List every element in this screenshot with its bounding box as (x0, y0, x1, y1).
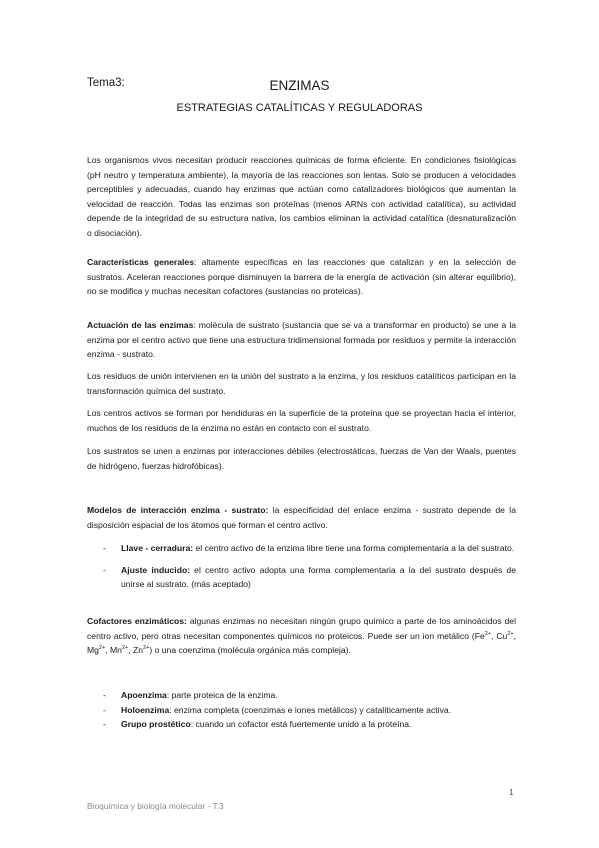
characteristics-paragraph (87, 255, 516, 299)
bullet-dash: - (103, 564, 106, 575)
ion-mn: $Mn^{2+}$ (110, 645, 129, 655)
intro-paragraph (87, 153, 516, 240)
page-number: 1 (509, 787, 514, 797)
list-item-text: el centro activo de la enzima libre tiene una forma complementaria a la del sustrato. (193, 543, 515, 553)
bullet-dash: - (103, 543, 106, 553)
ion-zn: $Zn^{2+}$ (133, 645, 150, 655)
characteristics-label: Características generales (87, 257, 194, 267)
cofactors-list (87, 688, 516, 732)
list-item-label: Holoenzima (121, 704, 170, 715)
list-item-label: Llave - cerradura: (121, 543, 194, 553)
list-item-text: : enzima completa (coenzimas e iones metálicos) y catalíticamente activa. (169, 704, 452, 715)
page-subtitle: ESTRATEGIAS CATALÍTICAS Y REGULADORAS (176, 102, 423, 114)
list-item-text: : parte proteica de la enzima. (166, 690, 278, 700)
models-label: Modelos de interacción enzima - sustrato: (87, 505, 269, 515)
cofactors-text-a: algunas enzimas no necesitan ningún grupo químico a parte de los aminoácidos del centro activo, pero otras necesitan componentes químicos no proteicos. Puede ser un ion metálico ( (87, 616, 516, 641)
ion-fe: $Fe^{2+}$ (474, 630, 492, 641)
list-item (87, 703, 516, 718)
action-label: Actuación de las enzimas (87, 320, 194, 330)
bullet-dash: - (103, 704, 106, 715)
ion-cu: $Cu^{2+}$ (496, 630, 514, 641)
list-item-label: Ajuste inducido: (121, 564, 191, 575)
action-paragraph (87, 318, 516, 362)
list-item-label: Grupo prostético (121, 719, 191, 729)
list-item (87, 717, 516, 732)
list-item-label: Apoenzima (121, 690, 167, 700)
list-item-text: el centro activo adopta una forma complementaria a la del sustrato después de unirse al sustrato. (más aceptado) (121, 564, 516, 589)
bullet-dash: - (103, 690, 106, 700)
characteristics-text: : altamente específicas en las reacciones que catalizan y en la selección de sustratos. Aceleran reacciones porque disminuyen la barrera de la energía de activación (sin alterar equilibrio), no se modifica y muchas necesitan cofactores (sustancias no proteicas). (87, 257, 516, 296)
page-title: ENZIMAS (269, 78, 330, 93)
binding-residues-text: Los residuos de unión intervienen en la unión del sustrato a la enzima, y los residuos catalíticos participan en la transformación química del sustrato. (87, 371, 516, 396)
cofactors-label: Cofactores enzimáticos: (87, 616, 187, 626)
intro-text: Los organismos vivos necesitan producir reacciones químicas de forma eficiente. En condiciones fisiológicas (pH neutro y temperatura ambiente), la mayoría de las reacciones son lentas. Solo se producen a velocidades perceptibles y adecuadas, cuando hay enzimas que actúan como catalizadores biológicos que aumentan la velocidad de reacción. Todas las enzimas son proteínas (menos ARNs con actividad catalítica), su actividad depende de la integridad de su estructura nativa, los cambios eliminan la actividad catalítica (desnaturalización o disociación). (87, 155, 516, 238)
list-item (87, 563, 516, 592)
list-item (87, 541, 516, 556)
bullet-dash: - (103, 719, 106, 729)
list-item-text: : cuando un cofactor está fuertemente unido a la proteína. (190, 719, 412, 729)
models-text: la especificidad del enlace enzima - sustrato depende de la disposición espacial de los átomos que forman el centro activo. (87, 505, 516, 530)
cofactors-paragraph: Cofactores enzimáticos: algunas enzimas no necesitan ningún grupo químico a parte de los aminoácidos del centro activo, pero otras necesitan componentes químicos no proteicos. Puede ser un ion metálico ($Fe^{2+}$, $Cu^{2+}$, $Mg^{2+}$, $Mn^{2+}$, $Zn^{2+}$) o una coenzima (molécula orgánica más compleja). (87, 616, 516, 655)
topic-number: Tema3: (87, 77, 125, 89)
footer-course: Bioquímica y biología molecular - T.3 (87, 801, 224, 811)
action-text: : molécula de sustrato (sustancia que se va a transformar en producto) se une a la enzima por el centro activo que tiene una estructura tridimensional formada por residuos y permite la interacción enzima - sustrato. (87, 320, 517, 359)
cofactors-text-b: ) o una coenzima (molécula orgánica más compleja). (149, 645, 351, 655)
ion-mg: $Mg^{2+}$ (87, 645, 106, 655)
list-item (87, 688, 516, 703)
models-paragraph (87, 503, 516, 532)
weak-interactions-text: Los sustratos se unen a enzimas por interacciones débiles (electrostáticas, fuerzas de Van der Waals, puentes de hidrógeno, fuerzas hidrofóbicas). (87, 446, 516, 471)
weak-interactions-paragraph (87, 444, 516, 473)
models-list (87, 541, 516, 592)
active-sites-text: Los centros activos se forman por hendiduras en la superficie de la proteína que se proyectan hacia el interior, muchos de los residuos de la enzima no están en contacto con el sustrato. (87, 408, 516, 433)
active-sites-paragraph (87, 406, 516, 435)
binding-residues-paragraph (87, 369, 516, 398)
